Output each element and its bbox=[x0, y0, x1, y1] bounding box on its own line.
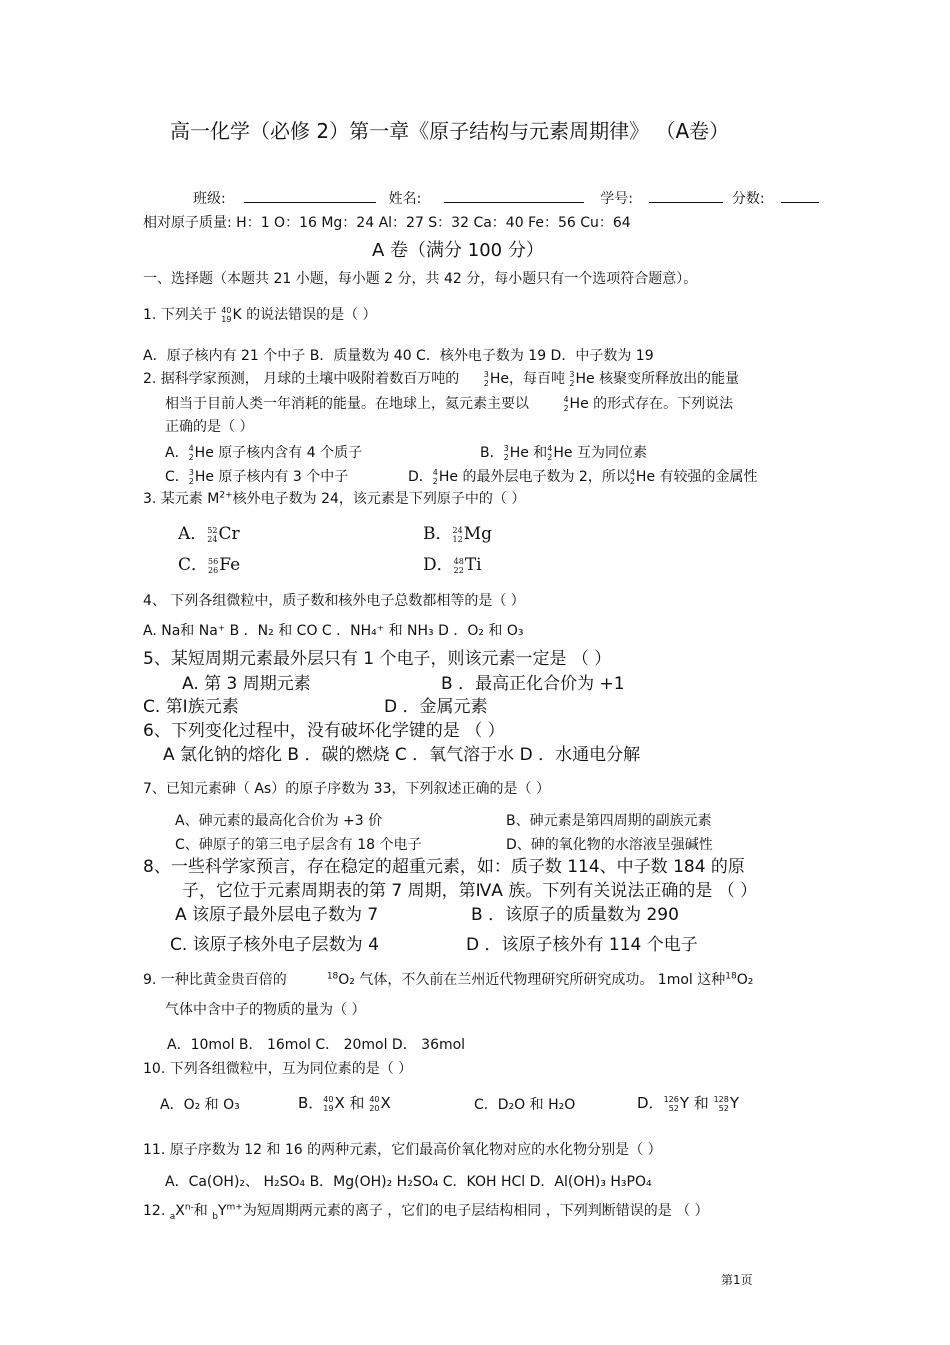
question-3-option-d: D． 48 22 Ti bbox=[423, 555, 482, 575]
question-10-option-a: A．O₂ 和 O₃ bbox=[160, 1097, 240, 1113]
page-title: 高一化学（必修 2）第一章《原子结构与元素周期律》 （A卷） bbox=[170, 119, 730, 143]
question-9-line-2: 气体中含中子的物质的量为（ ） bbox=[165, 1002, 366, 1018]
student-info bbox=[193, 188, 819, 208]
question-10-option-b: B． 40 19 X 和 40 20 X bbox=[298, 1094, 391, 1113]
question-12: 12. $_aX^{n-}$和 $_bY^{m+}$为短周期两元素的离子 ，它们的电子层结构相同 ，下列判断错误的是 （ ） bbox=[143, 1202, 709, 1222]
isotope-k: 40 19 K bbox=[221, 306, 242, 324]
question-3-option-b: B． 24 12 Mg bbox=[423, 524, 492, 544]
number-label: 学号: bbox=[600, 191, 633, 207]
question-10-option-c: C．D₂O 和 H₂O bbox=[474, 1097, 576, 1113]
page-number: 第1页 bbox=[721, 1273, 753, 1287]
question-5: 5、某短周期元素最外层只有 1 个电子，则该元素一定是 （ ） bbox=[143, 649, 612, 669]
question-2-line-3: 正确的是（ ） bbox=[165, 419, 254, 435]
question-5-option-b: B ．最高正化合价为 +1 bbox=[441, 674, 625, 694]
question-3-option-c: C． 56 26 Fe bbox=[178, 555, 241, 575]
number-blank[interactable] bbox=[649, 188, 723, 203]
score-label: 分数: bbox=[731, 191, 765, 207]
class-blank[interactable] bbox=[244, 188, 376, 203]
question-8-option-d: D ．该原子核外有 114 个电子 bbox=[466, 935, 698, 955]
name-blank[interactable] bbox=[444, 188, 584, 203]
question-7-option-d: D、砷的氧化物的水溶液呈强碱性 bbox=[506, 837, 713, 853]
question-5-option-d: D ．金属元素 bbox=[384, 697, 488, 717]
question-8-option-b: B ．该原子的质量数为 290 bbox=[471, 905, 679, 925]
question-2-option-b: B． 3 2 He 和 4 2 He 互为同位素 bbox=[480, 444, 647, 462]
question-3-option-a: A． 52 24 Cr bbox=[178, 524, 240, 544]
question-6: 6、下列变化过程中，没有破坏化学键的是 （ ） bbox=[143, 721, 505, 741]
question-3: 3. 某元素 $M^{2+}$核外电子数为 24，该元素是下列原子中的（ ） bbox=[143, 490, 526, 507]
question-8-option-c: C. 该原子核外电子层数为 4 bbox=[170, 935, 379, 955]
question-11-options: A．Ca(OH)₂、 H₂SO₄ B．Mg(OH)₂ H₂SO₄ C．KOH HCl D．Al(OH)₃ H₃PO₄ bbox=[165, 1174, 652, 1190]
question-10: 10. 下列各组微粒中，互为同位素的是（ ） bbox=[143, 1061, 413, 1077]
question-1-options: A．原子核内有 21 个中子 B．质量数为 40 C．核外电子数为 19 D．中子数为 19 bbox=[143, 348, 654, 364]
question-2-line-1: 2. 据科学家预测， 月球的土壤中吸附着数百万吨的 3 2 He，每百吨 3 2 He 核聚变所释放出的能量 bbox=[143, 370, 740, 388]
question-8-option-a: A 该原子最外层电子数为 7 bbox=[175, 905, 379, 925]
question-6-options: A 氯化钠的熔化 B ．碳的燃烧 C ．氧气溶于水 D ．水通电分解 bbox=[163, 745, 641, 765]
question-8-line-2: 子，它位于元素周期表的第 7 周期，第ⅣA 族。下列有关说法正确的是 （ ） bbox=[182, 881, 758, 901]
question-2-option-c: C． 3 2 He 原子核内有 3 个中子 bbox=[165, 468, 349, 486]
question-2-line-2: 相当于目前人类一年消耗的能量。在地球上，氦元素主要以 4 2 He 的形式存在。下列说法 bbox=[165, 395, 734, 413]
question-4-options: A. Na和 Na⁺ B ．N₂ 和 CO C ．NH₄⁺ 和 NH₃ D ．O₂ 和 O₃ bbox=[143, 623, 524, 639]
question-2-option-d: D． 4 2 He 的最外层电子数为 2，所以 4 2 He 有较强的金属性 bbox=[408, 468, 758, 486]
section-heading: 一、选择题（本题共 21 小题，每小题 2 分，共 42 分，每小题只有一个选项符合题意）。 bbox=[143, 271, 698, 287]
question-9-options: A．10mol B． 16mol C． 20mol D． 36mol bbox=[167, 1037, 466, 1053]
question-7-option-a: A、砷元素的最高化合价为 +3 价 bbox=[175, 813, 383, 829]
question-5-option-c: C. 第Ⅰ族元素 bbox=[143, 697, 239, 717]
question-10-option-d: D． 126 52 Y 和 128 52 Y bbox=[637, 1094, 740, 1113]
question-7: 7、已知元素砷（ As）的原子序数为 33，下列叙述正确的是（ ） bbox=[143, 781, 550, 797]
question-11: 11. 原子序数为 12 和 16 的两种元素，它们最高价氧化物对应的水化物分别是（ ） bbox=[143, 1142, 662, 1158]
class-label: 班级: bbox=[193, 191, 226, 207]
question-2-option-a: A． 4 2 He 原子核内含有 4 个质子 bbox=[165, 444, 363, 462]
volume-heading: A 卷（满分 100 分） bbox=[372, 240, 544, 261]
question-1: 1. 下列关于 40 19 K 的说法错误的是（ ） bbox=[143, 306, 377, 324]
name-label: 姓名: bbox=[388, 191, 422, 207]
question-7-option-b: B、砷元素是第四周期的副族元素 bbox=[506, 813, 712, 829]
question-4: 4、 下列各组微粒中，质子数和核外电子总数都相等的是（ ） bbox=[143, 593, 525, 609]
question-5-option-a: A. 第 3 周期元素 bbox=[182, 674, 311, 694]
question-8-line-1: 8、一些科学家预言，存在稳定的超重元素，如：质子数 114、中子数 184 的原 bbox=[143, 857, 745, 877]
atomic-mass: 相对原子质量: H：1 O：16 Mg：24 Al：27 S：32 Ca：40 Fe：56 Cu：64 bbox=[143, 215, 631, 231]
score-blank[interactable] bbox=[781, 188, 819, 203]
question-9-line-1: 9. 一种比黄金贵百倍的 $^{18}$O₂ 气体，不久前在兰州近代物理研究所研究成功。 1mol 这种$^{18}$O₂ bbox=[143, 971, 754, 988]
question-7-option-c: C、砷原子的第三电子层含有 18 个电子 bbox=[175, 837, 422, 853]
